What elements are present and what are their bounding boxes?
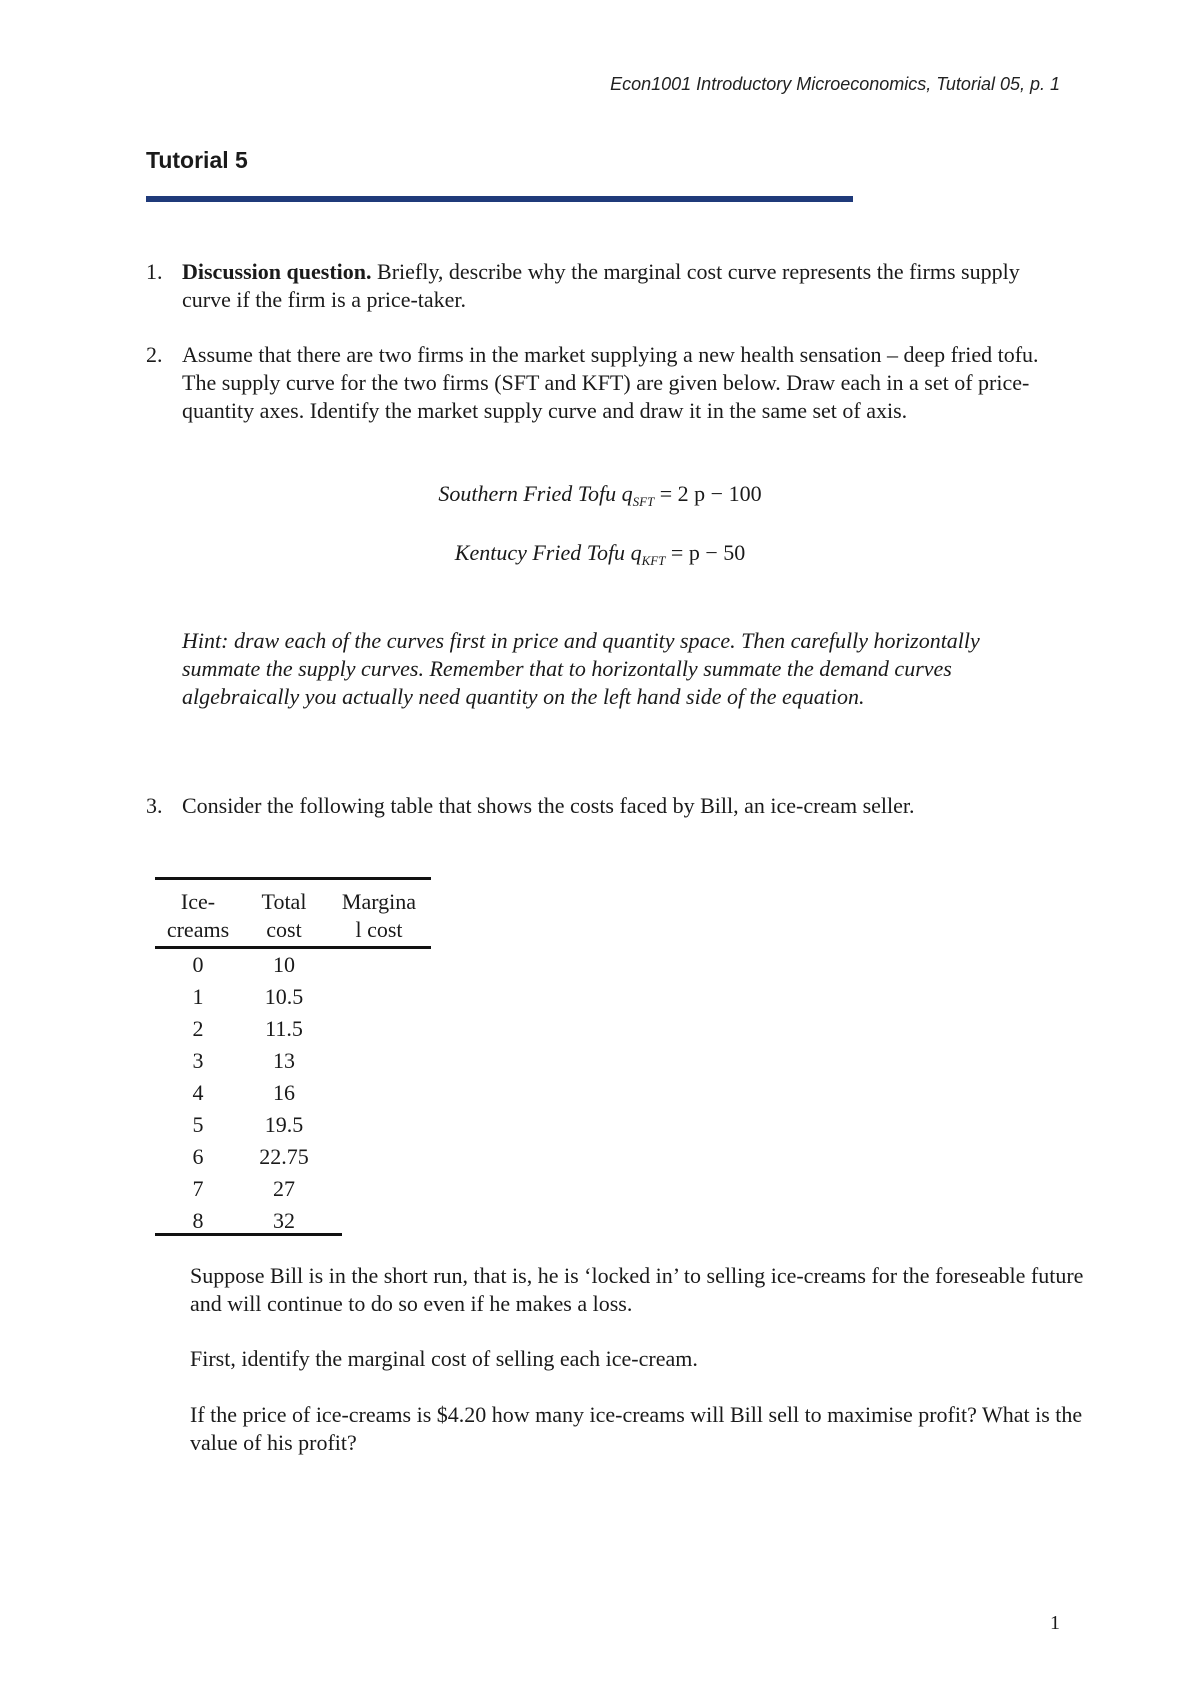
table-row [155,1141,431,1173]
table-cell: 13 [273,1048,295,1073]
cost-table-header-row [155,879,431,948]
table-cell [327,1109,431,1141]
table-cell: 4 [192,1080,204,1105]
table-row [155,1077,431,1109]
paragraph-price-question: If the price of ice-creams is $4.20 how many ice-creams will Bill sell to maximise profit? What is the value of his profit? [190,1402,1083,1455]
paragraph-marginal-cost: First, identify the marginal cost of selling each ice-cream. [190,1346,698,1371]
table-bottom-rule [155,1233,342,1236]
column-header-marginal-cost: Margina l cost [341,889,417,942]
table-cell: 1 [192,984,204,1009]
table-cell: 8 [192,1208,204,1233]
page-title: Tutorial 5 [146,147,248,173]
table-cell: 3 [192,1048,204,1073]
paragraph-short-run: Suppose Bill is in the short run, that is, he is ‘locked in’ to selling ice-creams for the foreseable future and will continue to do so even if he makes a loss. [190,1263,1084,1316]
table-row [155,1013,431,1045]
table-cell [327,948,431,982]
table-cell [327,981,431,1013]
table-cell [327,1141,431,1173]
question-2-hint: Hint: draw each of the curves first in price and quantity space. Then carefully horizontally summate the supply curves. Remember that to horizontally summate the demand curves algebraically you actually need quantity on the left hand side of the equation. [182,628,980,709]
equation-sft [0,481,1200,510]
equation-sft-subscript: SFT [632,494,655,509]
equation-sft-label: Southern Fried Tofu [438,481,622,506]
table-cell [327,1013,431,1045]
table-cell: 16 [273,1080,295,1105]
equation-kft-label: Kentucy Fried Tofu [454,540,631,565]
question-3-text: Consider the following table that shows the costs faced by Bill, an ice-cream seller. [182,793,915,818]
table-cell: 27 [273,1176,295,1201]
equation-kft-rhs: = p − 50 [665,540,746,565]
question-3 [146,792,1066,820]
equation-sft-q: q [621,481,633,506]
equation-sft-rhs: = 2 p − 100 [654,481,762,506]
title-divider [146,196,853,202]
table-row [155,1109,431,1141]
table-cell [327,1205,431,1237]
equation-kft [0,540,1200,569]
question-2-number: 2. [146,342,163,367]
table-cell: 22.75 [259,1144,309,1169]
question-1-text: Briefly, describe why the marginal cost curve represents the firms supply curve if the firm is a price-taker. [182,259,1020,312]
table-cell [327,1077,431,1109]
column-header-total-cost: Total cost [261,889,307,942]
table-cell: 7 [192,1176,204,1201]
equation-kft-q: q [630,540,642,565]
cost-table [155,877,431,1237]
column-header-ice-creams: Ice- creams [166,889,230,942]
question-1-heading: Discussion question. [182,259,372,284]
table-row [155,981,431,1013]
page-header: Econ1001 Introductory Microeconomics, Tutorial 05, p. 1 [610,74,1060,94]
equation-kft-subscript: KFT [641,553,666,568]
question-2-text: Assume that there are two firms in the market supplying a new health sensation – deep fried tofu. The supply curve for the two firms (SFT and KFT) are given below. Draw each in a set of price-quantity axes. Identify the market supply curve and draw it in the same set of axis. [182,342,1039,423]
table-row [155,948,431,982]
table-cell: 11.5 [265,1016,303,1041]
question-2 [146,341,1066,425]
table-cell: 6 [192,1144,204,1169]
table-cell [327,1045,431,1077]
table-row [155,1045,431,1077]
question-1-number: 1. [146,259,163,284]
table-cell: 5 [192,1112,204,1137]
table-cell: 10 [273,952,295,977]
page-number: 1 [1050,1612,1060,1634]
table-cell: 2 [192,1016,204,1041]
table-cell: 32 [273,1208,295,1233]
question-1 [146,258,1066,314]
table-cell: 10.5 [264,984,304,1009]
table-cell: 19.5 [264,1112,304,1137]
table-row [155,1173,431,1205]
table-cell: 0 [192,952,204,977]
table-cell [327,1173,431,1205]
question-3-number: 3. [146,793,163,818]
